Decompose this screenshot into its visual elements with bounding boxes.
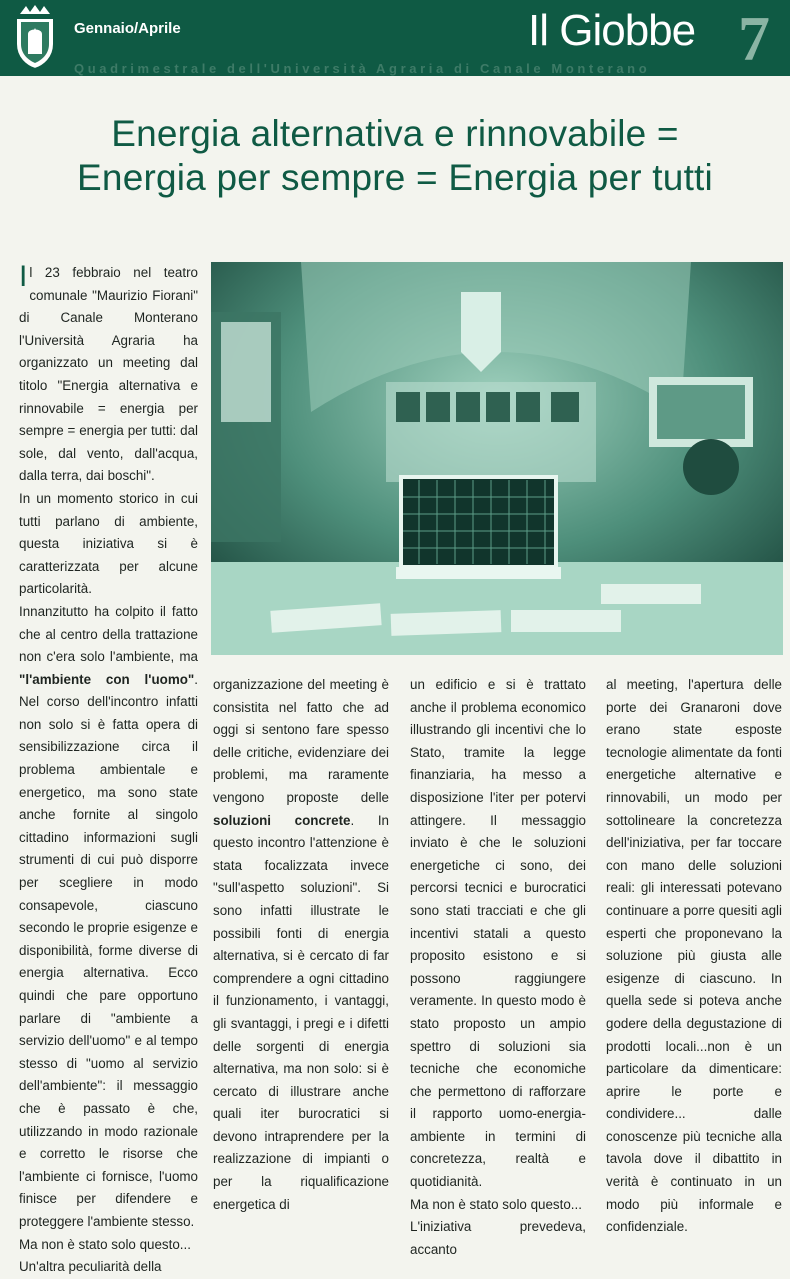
page-number: 7 bbox=[738, 3, 770, 74]
masthead-subtitle: Quadrimestrale dell'Università Agraria di Canale Monterano bbox=[74, 61, 651, 76]
drop-cap: I bbox=[19, 260, 28, 293]
paragraph-6: organizzazione del meeting è consistita nel fatto che ad oggi si sentono fare spesso delle critiche, evidenziare dei problemi, ma raramente vengono proposte delle soluzioni concrete. In questo incontro l'attenzione è stata focalizzata invece "sull'aspetto soluzioni". Si sono infatti illustrate le possibili fonti di energia alternativa, si è cercato di far comprendere a ogni cittadino il funzionamento, i vantaggi, gli svantaggi, i pregi e i difetti delle sorgenti di energia alternativa, ma non solo: si è cercato di illustrare anche quali iter burocratici si devono intraprendere per la realizzazione di impianti o per la riqualificazione energetica di bbox=[213, 677, 390, 1212]
paragraph-8: Ma non è stato solo questo... bbox=[410, 1196, 582, 1212]
article-title-line-1: Energia alternativa e rinnovabile = bbox=[111, 113, 679, 154]
masthead-bar bbox=[0, 0, 790, 76]
article-title bbox=[0, 112, 790, 200]
article-photo bbox=[211, 262, 783, 655]
coat-of-arms-icon bbox=[10, 4, 60, 70]
article-column-2 bbox=[213, 674, 389, 1216]
paragraph-3: Innanzitutto ha colpito il fatto che al centro della trattazione non c'era solo l'ambiente, ma "l'ambiente con l'uomo". Nel corso dell'incontro infatti non solo si è fatta opera di sensibilizzazione circa il problema ambientale e energetico, ma sono state anche fornite al singolo cittadino informazioni sugli strumenti di cui può disporre per scegliere in modo consapevole, ciascuno secondo le proprie esigenze e disponibilità, forme diverse di energia alternativa. Ecco quindi che pare opportuno parlare di "ambiente a servizio dell'uomo" e al tempo stesso di "uomo al servizio dell'ambiente": il messaggio che è passato è che, utilizzando in modo razionale e corretto le risorse che l'ambiente ci fornisce, l'uomo finisce per difendere e proteggere l'ambiente stesso. bbox=[19, 603, 198, 1229]
exhibition-hall-image bbox=[211, 262, 783, 655]
paragraph-2: In un momento storico in cui tutti parlano di ambiente, questa iniziativa si è caratterizzata per alcune particolarità. bbox=[19, 490, 198, 597]
paragraph-10: al meeting, l'apertura delle porte dei Granaroni dove erano state esposte tecnologie alimentate da fonti energetiche alternative e rinnovabili, un modo per sottolineare la concretezza dell'iniziativa, per far toccare con mano delle soluzioni reali: gli interessati potevano continuare a porre quesiti agli esperti che proponevano la soluzione più giusta alle esigenze di ciascuno. In quella sede si poteva anche godere della degustazione di prodotti locali...non è un particolare da dimenticare: aprire le porte e condividere... dalle conoscenze più tecniche alla tavola dove il dibattito in verità è continuato in un modo più informale e confidenziale. bbox=[606, 677, 782, 1235]
article-column-4 bbox=[606, 674, 782, 1239]
paragraph-5: Un'altra peculiarità della bbox=[19, 1259, 162, 1275]
article-column-3 bbox=[410, 674, 586, 1261]
paragraph-9: L'iniziativa prevedeva, accanto bbox=[410, 1219, 586, 1257]
article-title-line-2: Energia per sempre = Energia per tutti bbox=[77, 157, 713, 198]
issue-date: Gennaio/Aprile bbox=[74, 20, 181, 37]
masthead-title: Il Giobbe bbox=[528, 6, 696, 55]
paragraph-7: un edificio e si è trattato anche il problema economico illustrando gli incentivi che lo Stato, tramite la legge finanziaria, ha messo a disposizione l'iter per potervi attingere. Il messaggio inviato è che le soluzioni energetiche ci sono, dei percorsi tecnici e burocratici sono stati tracciati e che gli incentivi statali a questo proposito esistono e si possono raggiungere veramente. In questo modo è stato proposto un ampio spettro di soluzioni sia tecniche che economiche che permettono di rafforzare il rapporto uomo-energia-ambiente in termini di concretezza, realtà e quotidianità. bbox=[410, 677, 586, 1190]
article-column-1 bbox=[19, 262, 198, 1279]
paragraph-1: Il 23 febbraio nel teatro comunale "Maurizio Fiorani" di Canale Monterano l'Università Agraria ha organizzato un meeting dal titolo "Energia alternativa e rinnovabile = energia per sempre = energia per tutti: dal sole, dal vento, dall'acqua, dalla terra, dai boschi". bbox=[19, 260, 198, 484]
paragraph-4: Ma non è stato solo questo... bbox=[19, 1236, 191, 1252]
